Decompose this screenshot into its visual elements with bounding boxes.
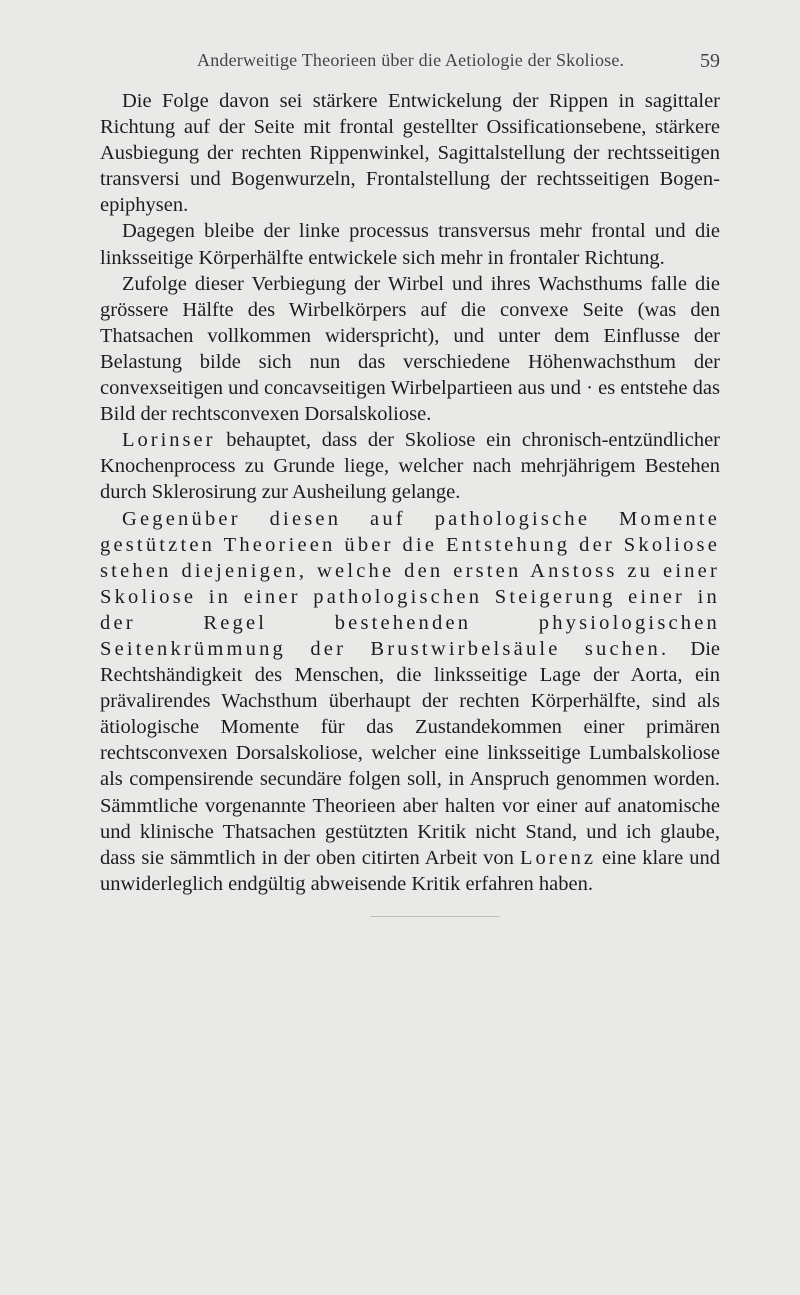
paragraph-1: Die Folge davon sei stärkere Entwickelung der Rippen in sagittaler Richtung auf der Seite mit frontal gestellter Ossificationsebene, stärkere Ausbiegung der rechten Rippenwinkel, Sagittalstellung der rechtsseitigen transversi und Bogenwurzeln, Frontalstellung der rechtsseitigen Bogen-epiphysen. [100, 90, 720, 217]
page-number: 59 [700, 50, 720, 72]
paragraph-4 [100, 427, 720, 505]
footer-rule [370, 916, 500, 917]
page-header [100, 50, 720, 76]
author-name-lorinser: Lorinser [122, 429, 216, 452]
paragraph-5 [100, 506, 720, 897]
author-name-lorenz: Lorenz [519, 846, 596, 869]
running-title: Anderweitige Theorieen über die Aetiologie der Skoliose. [197, 50, 625, 70]
emphasized-passage: Gegenüber diesen auf pathologische Momente gestützten Theorieen über die Entstehung der Skoliose stehen diejenigen, welche den ersten Anstoss zu einer Skoliose in einer pathologischen Steigerung einer in der Regel bestehenden physiologischen Seitenkrümmung der Brustwirbelsäule suchen. [100, 507, 720, 660]
paragraph-2: Dagegen bleibe der linke processus transversus mehr frontal und die linksseitige Körperhälfte entwickele sich mehr in frontaler Richtung. [100, 220, 720, 269]
paragraph-3: Zufolge dieser Verbiegung der Wirbel und ihres Wachsthums falle die grössere Hälfte des Wirbelkörpers auf die convexe Seite (was den Thatsachen vollkommen widerspricht), und unter dem Einflusse der Belastung bilde sich nun das verschiedene Höhenwachsthum der convexseitigen und concavseitigen Wirbelpartieen aus und · es entstehe das Bild der rechtsconvexen Dorsalskoliose. [100, 272, 720, 426]
paragraph-4-text: behauptet, dass der Skoliose ein chronisch-entzündlicher Knochenprocess zu Grunde liege, welcher nach mehrjährigem Bestehen durch Sklerosirung zur Ausheilung gelange. [100, 429, 720, 504]
paragraph-5-text: Die Rechtshändigkeit des Menschen, die linksseitige Lage der Aorta, ein prävalirendes Wachsthum überhaupt der rechten Körperhälfte, sind als ätiologische Momente für das Zustandekommen einer primären rechtsconvexen Dorsalskoliose, welcher eine linksseitige Lumbalskoliose als compensirende secundäre folgen soll, in Anspruch genommen worden. Sämmtliche vorgenannte Theorieen aber halten vor einer auf anatomische und klinische Thatsachen gestützten Kritik nicht Stand, und ich glaube, dass sie sämmtlich in der oben citirten Arbeit von [100, 637, 720, 869]
body-text [100, 88, 720, 897]
paragraph-5-text-end: eine klare und unwiderleglich endgültig abweisende Kritik erfahren haben. [100, 846, 720, 895]
